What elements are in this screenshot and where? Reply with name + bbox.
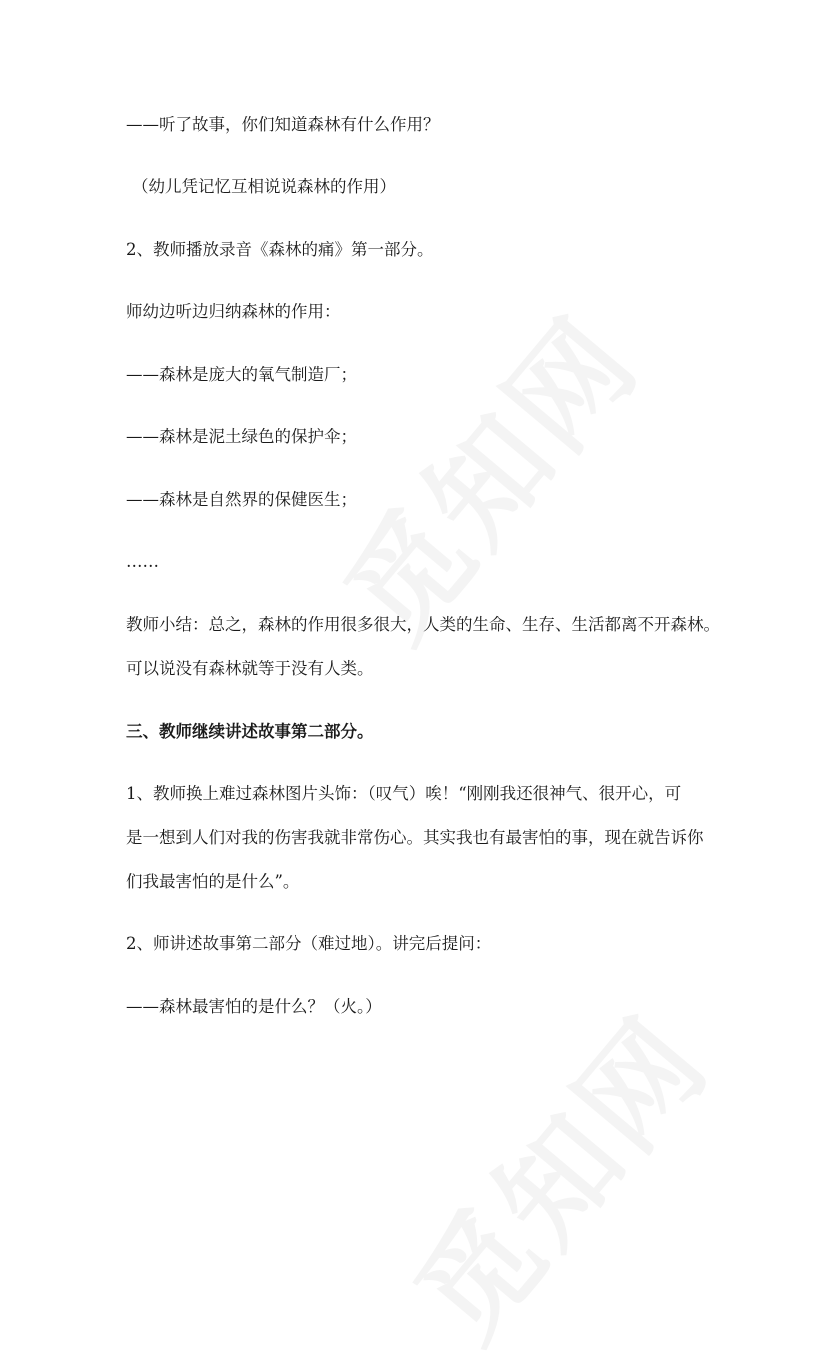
teacher-summary-line: 可以说没有森林就等于没有人类。 xyxy=(126,659,374,678)
question-line: ——听了故事，你们知道森林有什么作用？ xyxy=(126,115,440,134)
step-1-line: 们我最害怕的是什么”。 xyxy=(126,872,300,891)
ellipsis-line: …… xyxy=(126,552,159,571)
step-2b-line: 2、师讲述故事第二部分（难过地）。讲完后提问： xyxy=(126,934,492,953)
section-heading: 三、教师继续讲述故事第二部分。 xyxy=(126,722,374,741)
child-activity-line: （幼儿凭记忆互相说说森林的作用） xyxy=(132,177,396,196)
forest-role-line: ——森林是自然界的保健医生； xyxy=(126,490,357,509)
summary-intro-line: 师幼边听边归纳森林的作用： xyxy=(126,302,341,321)
forest-role-line: ——森林是庞大的氧气制造厂； xyxy=(126,365,357,384)
step-2-line: 2、教师播放录音《森林的痛》第一部分。 xyxy=(126,240,434,259)
watermark xyxy=(300,275,669,669)
teacher-summary-line: 教师小结：总之，森林的作用很多很大，人类的生命、生存、生活都离不开森林。 xyxy=(126,615,720,634)
watermark xyxy=(370,975,739,1369)
step-1-line: 是一想到人们对我的伤害我就非常伤心。其实我也有最害怕的事，现在就告诉你 xyxy=(126,828,704,847)
forest-role-line: ——森林是泥土绿色的保护伞； xyxy=(126,427,357,446)
question-line: ——森林最害怕的是什么？（火。） xyxy=(126,997,382,1016)
step-1-line: 1、教师换上难过森林图片头饰：（叹气）唉！“刚刚我还很神气、很开心，可 xyxy=(126,784,682,803)
